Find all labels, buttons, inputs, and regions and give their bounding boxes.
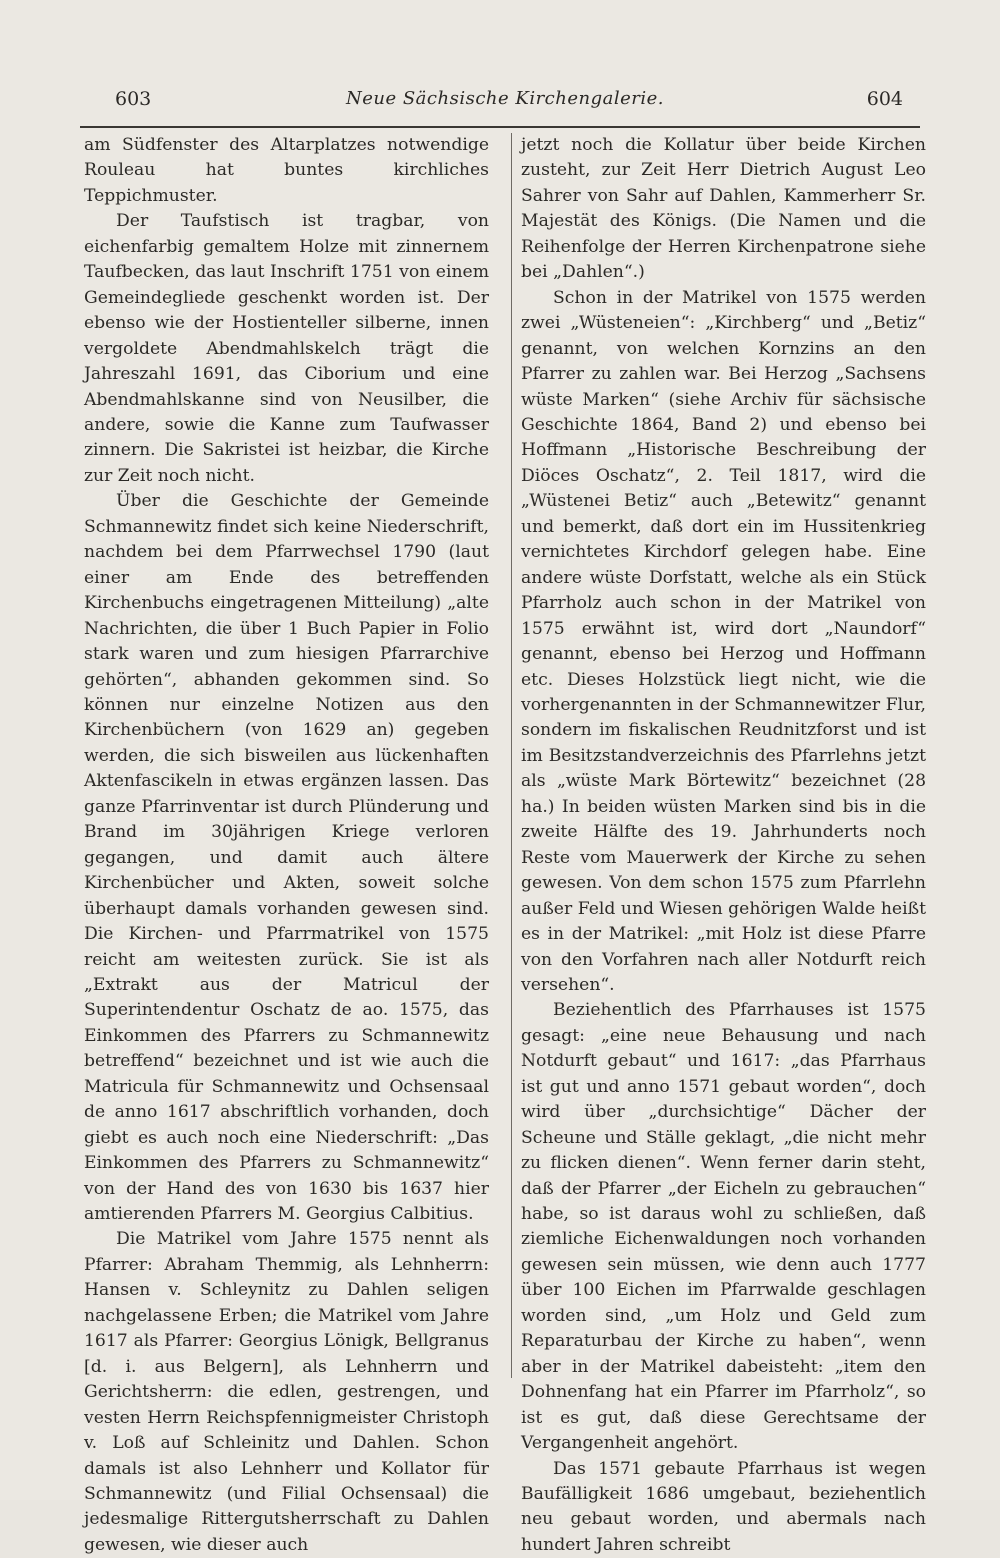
paragraph: Beziehentlich des Pfarrhauses ist 1575 gesagt: „eine neue Behausung und nach Notdurft gebaut“ und 1617: „das Pfarrhaus ist gut und anno 1571 gebaut worden“, doch wird über „durchsichtige“ Dächer der Scheune und Ställe geklagt, „die nicht mehr zu flicken dienen“. Wenn ferner darin steht, daß der Pfarrer „der Eicheln zu gebrauchen“ habe, so ist daraus wohl zu schließen, daß ziemliche Eichenwaldungen noch vorhanden gewesen sein müssen, wie denn auch 1777 über 100 Eichen im Pfarrwalde geschlagen worden sind, „um Holz und Geld zum Reparaturbau der Kirche zu haben“, wenn aber in der Matrikel dabeisteht: „item den Dohnenfang hat ein Pfarrer im Pfarrholz“, so ist es gut, daß diese Gerechtsame der Vergangenheit angehört. bbox=[521, 1000, 926, 1454]
page-header bbox=[105, 88, 905, 120]
paragraph: Die Matrikel vom Jahre 1575 nennt als Pfarrer: Abraham Themmig, als Lehnherrn: Hansen v. Schleynitz zu Dahlen seligen nachgelassene Erben; die Matrikel vom Jahre 1617 als Pfarrer: Georgius Lönigk, Bellgranus [d. i. aus Belgern], als Lehnherrn und Gerichtsherrn: die edlen, gestrengen, und vesten Herrn Reichspfennigmeister Christoph v. Loß auf Schleinitz und Dahlen. Schon damals ist also Lehnherr und Kollator für Schmannewitz (und Filial Ochsensaal) die jedesmalige Rittergutsherrschaft zu Dahlen gewesen, wie dieser auch bbox=[84, 1229, 489, 1555]
paragraph: Schon in der Matrikel von 1575 werden zwei „Wüsteneien“: „Kirchberg“ und „Betiz“ genannt, von welchen Kornzins an den Pfarrer zu zahlen war. Bei Herzog „Sachsens wüste Marken“ (siehe Archiv für sächsische Geschichte 1864, Band 2) und ebenso bei Hoffmann „Historische Beschreibung der Diöces Oschatz“, 2. Teil 1817, wird die „Wüstenei Betiz“ auch „Betewitz“ genannt und bemerkt, daß dort ein im Hussitenkrieg vernichtetes Kirchdorf gelegen habe. Eine andere wüste Dorfstatt, welche als ein Stück Pfarrholz auch schon in der Matrikel von 1575 erwähnt ist, wird dort „Naundorf“ genannt, ebenso bei Herzog und Hoffmann etc. Dieses Holzstück liegt nicht, wie die vorhergenannten in der Schmannewitzer Flur, sondern im fiskalischen Reudnitzforst und ist im Besitzstandverzeichnis des Pfarrlehns jetzt als „wüste Mark Börtewitz“ bezeichnet (28 ha.) In beiden wüsten Marken sind bis in die zweite Hälfte des 19. Jahrhunderts noch Reste vom Mauerwerk der Kirche zu sehen gewesen. Von dem schon 1575 zum Pfarrlehn außer Feld und Wiesen gehörigen Walde heißt es in der Matrikel: „mit Holz ist diese Pfarre von den Vorfahren nach aller Notdurft reich versehen“. bbox=[521, 287, 926, 995]
paragraph: am Südfenster des Altarplatzes notwendige Rouleau hat buntes kirchliches Teppichmuster. bbox=[84, 135, 489, 206]
column-divider bbox=[511, 133, 512, 1378]
page-number-right: 604 bbox=[866, 88, 903, 110]
page-number-left: 603 bbox=[115, 88, 152, 110]
running-title: Neue Sächsische Kirchengalerie. bbox=[345, 88, 664, 109]
paragraph: Das 1571 gebaute Pfarrhaus ist wegen Baufälligkeit 1686 umgebaut, beziehentlich neu gebaut worden, und abermals nach hundert Jahren schreibt bbox=[521, 1458, 926, 1555]
right-column bbox=[521, 133, 926, 1555]
paragraph: jetzt noch die Kollatur über beide Kirchen zusteht, zur Zeit Herr Dietrich August Leo Sahrer von Sahr auf Dahlen, Kammerherr Sr. Majestät des Königs. (Die Namen und die Reihenfolge der Herren Kirchenpatrone siehe bei „Dahlen“.) bbox=[521, 135, 926, 283]
paragraph: Über die Geschichte der Gemeinde Schmannewitz findet sich keine Niederschrift, nachdem bei dem Pfarrwechsel 1790 (laut einer am Ende des betreffenden Kirchenbuchs eingetragenen Mitteilung) „alte Nachrichten, die über 1 Buch Papier in Folio stark waren und zum hiesigen Pfarrarchive gehörten“, abhanden gekommen sind. So können nur einzelne Notizen aus den Kirchenbüchern (von 1629 an) gegeben werden, die sich bisweilen aus lückenhaften Aktenfascikeln in etwas ergänzen lassen. Das ganze Pfarrinventar ist durch Plünderung und Brand im 30jährigen Kriege verloren gegangen, und damit auch ältere Kirchenbücher und Akten, soweit solche überhaupt damals vorhanden gewesen sind. Die Kirchen- und Pfarrmatrikel von 1575 reicht am weitesten zurück. Sie ist als „Extrakt aus der Matricul der Superintendentur Oschatz de ao. 1575, das Einkommen des Pfarrers zu Schmannewitz betreffend“ bezeichnet und ist wie auch die Matricula für Schmannewitz und Ochsensaal de anno 1617 abschriftlich vorhanden, doch giebt es auch noch eine Niederschrift: „Das Einkommen des Pfarrers zu Schmannewitz“ von der Hand des von 1630 bis 1637 hier amtierenden Pfarrers M. Georgius Calbitius. bbox=[84, 491, 489, 1225]
left-column bbox=[84, 133, 489, 1555]
paragraph: Der Taufstisch ist tragbar, von eichenfarbig gemaltem Holze mit zinnernem Taufbecken, das laut Inschrift 1751 von einem Gemeindegliede geschenkt worden ist. Der ebenso wie der Hostienteller silberne, innen vergoldete Abendmahlskelch trägt die Jahreszahl 1691, das Ciborium und eine Abendmahlskanne sind von Neusilber, die andere, sowie die Kanne zum Taufwasser zinnern. Die Sakristei ist heizbar, die Kirche zur Zeit noch nicht. bbox=[84, 211, 489, 486]
header-rule bbox=[80, 126, 920, 128]
